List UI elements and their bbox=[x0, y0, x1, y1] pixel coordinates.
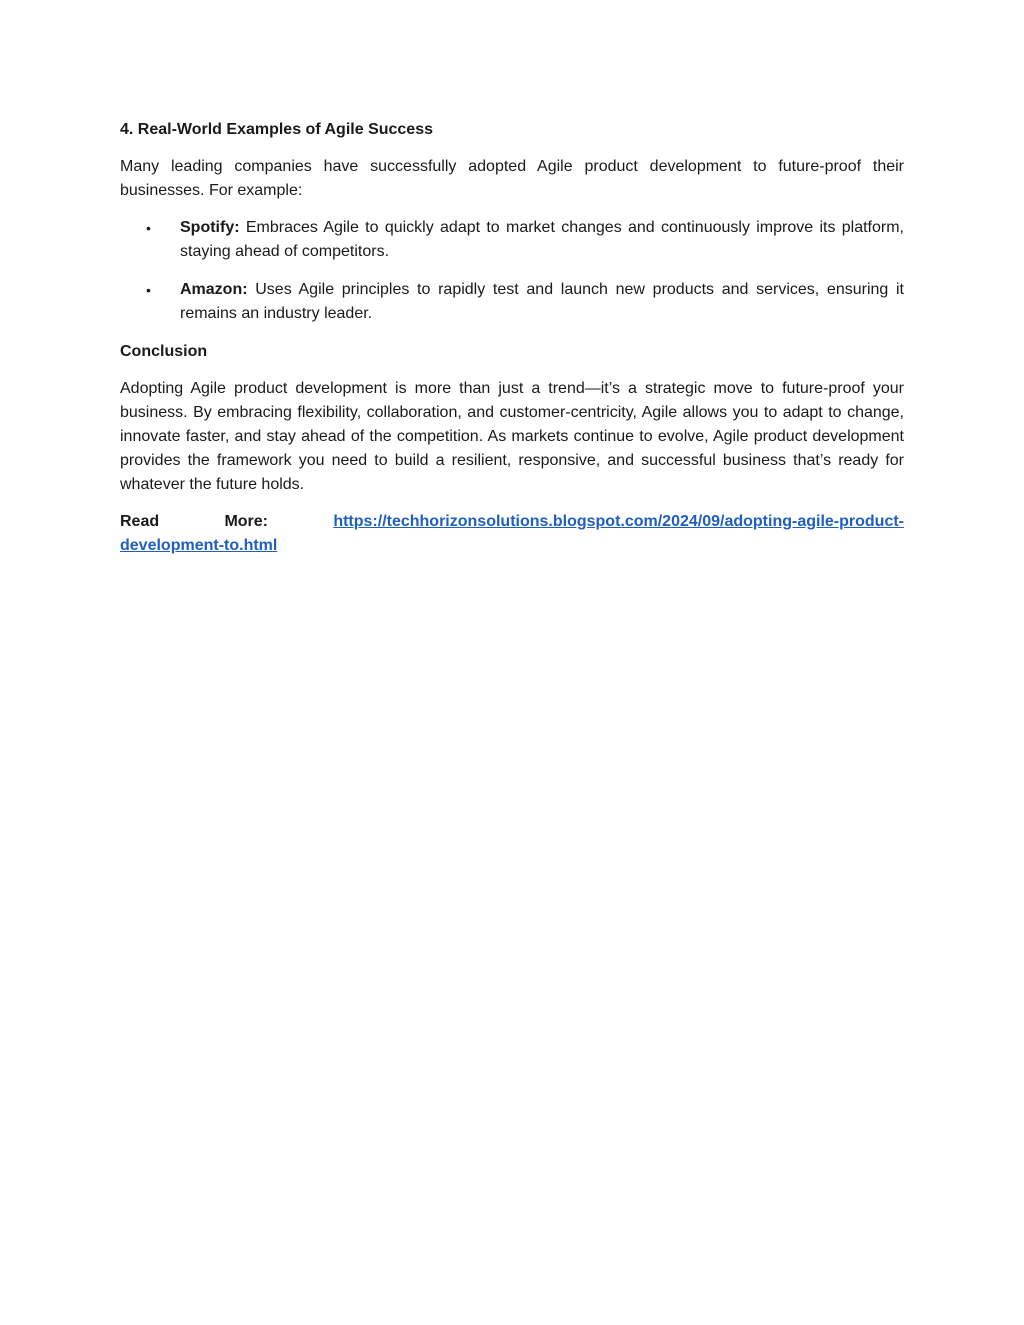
read-more-line bbox=[120, 510, 904, 534]
conclusion-paragraph: Adopting Agile product development is more than just a trend—it’s a strategic move to future-proof your business. By embracing flexibility, collaboration, and customer-centricity, Agile allows you to adapt to change, innovate faster, and stay ahead of the competition. As markets continue to evolve, Agile product development provides the framework you need to build a resilient, responsive, and successful business that’s ready for whatever the future holds. bbox=[120, 380, 904, 493]
read-more-link[interactable]: https://techhorizonsolutions.blogspot.com/2024/09/adopting-agile-product- bbox=[333, 513, 904, 530]
section-heading: 4. Real-World Examples of Agile Success bbox=[120, 121, 433, 138]
read-more-link-continued[interactable]: development-to.html bbox=[120, 537, 278, 554]
examples-list bbox=[120, 216, 904, 326]
bullet-icon: • bbox=[146, 282, 151, 298]
conclusion-heading: Conclusion bbox=[120, 343, 208, 360]
example-text: Embraces Agile to quickly adapt to market changes and continuously improve its platform, staying ahead of competitors. bbox=[180, 219, 904, 260]
read-label: Read bbox=[120, 513, 160, 530]
example-title: Amazon: bbox=[180, 281, 248, 298]
read-more-line-2 bbox=[120, 534, 904, 558]
list-item-amazon bbox=[146, 278, 904, 326]
bullet-icon: • bbox=[146, 220, 151, 236]
list-item-spotify bbox=[146, 216, 904, 264]
intro-paragraph: Many leading companies have successfully adopted Agile product development to future-proof their businesses. For example: bbox=[120, 158, 904, 199]
more-label: More: bbox=[224, 513, 268, 530]
read-more bbox=[120, 510, 904, 558]
example-title: Spotify: bbox=[180, 219, 240, 236]
example-text: Uses Agile principles to rapidly test and launch new products and services, ensuring it remains an industry leader. bbox=[180, 281, 904, 322]
document-page bbox=[120, 118, 904, 558]
